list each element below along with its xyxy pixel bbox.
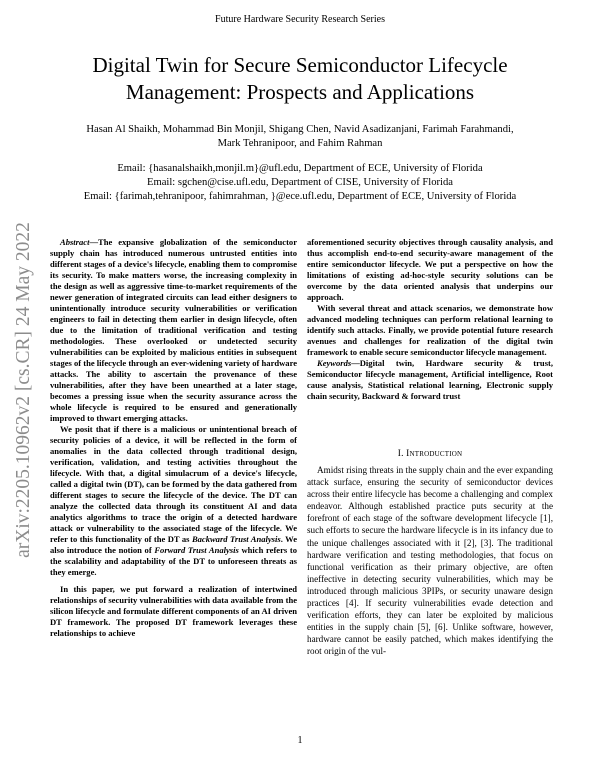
abstract-paragraph-2 [50,424,297,578]
keywords-label: Keywords [317,358,352,368]
running-header: Future Hardware Security Research Series [215,14,385,25]
page-number: 1 [297,735,303,746]
term-forward-trust: Forward Trust Analysis [154,545,239,555]
affiliations [30,162,570,204]
abstract-label: Abstract [60,237,90,247]
introduction-text [307,464,553,658]
arxiv-identifier: arXiv:2205.10962v2 [cs.CR] 24 May 2022 [13,222,34,558]
abstract-p1-text: —The expansive globalization of the semiconductor supply chain has introduced numerous untrusted entities into different stages of a device's lifecycle, enabling them to compromise its security. To make matters worse, the increasing complexity in the design as well as aggressive time-to-market requirements of the newer generation of integrated circuits can lead either designers to unintentionally introduce security vulnerabilities or verification engineers to fail in detecting them earlier in design lifecycle, often due to the limitation of traditional verification and testing methodologies. These overlooked or undetected security vulnerabilities can be exploited by malicious entities in subsequent stages of the lifecycle through an ever-widening variety of hardware attacks. The ability to ascertain the provenance of these vulnerabilities, after they have been unearthed at a later stage, becomes a pressing issue when the security assurance across the whole lifecycle is required to be ensured and generationally improved to thwart emerging attacks. [50,237,297,423]
email-line-3: Email: {farimah,tehranipoor, fahimrahman, }@ece.ufl.edu, Department of ECE, University of Florida [83,191,517,202]
abstract-p2-a: We posit that if there is a malicious or unintentional breach of security policies of a device, it will be reflected in the form of anomalies in the data collected through traditional design, verification, validation, and testing activities throughout the lifecycle. With that, a digital simulacrum of a device's lifecycle, called a digital twin (DT), can be formed by the data gathered from different stages to secure the lifecycle of the device. The DT can analyze the collected data through its constituent AI and data analytics algorithms to trace the origin of a detected hardware attack or vulnerability to the associated stage of the lifecycle. We refer to this functionality of the DT as [50,424,297,544]
abstract-paragraph-1 [50,237,297,424]
email-line-2: Email: sgchen@cise.ufl.edu, Department of CISE, University of Florida [146,177,454,188]
section-heading-introduction: I. Introduction [397,449,463,459]
authors-line-2: Mark Tehranipoor, and Fahim Rahman [217,138,383,149]
keywords-paragraph [307,358,553,402]
intro-paragraph-1: Amidst rising threats in the supply chain and the ever expanding attack surface, ensuring the security of semiconductor devices across their entire lifecycle has become a challenging and complex endeavor. Although established practice puts security at the forefront of each stage of the software development lifecycle [1], such efforts to secure the hardware lifecycle is in its infancy due to the unique challenges associated with it [2], [3]. The traditional hardware verification and testing methodologies, that focus on functional verification as their primary objective, are often ineffective in detecting security vulnerabilities, which may be introduced through malicious 3PIPs, or security unaware design practices [4]. If security vulnerabilities evade detection and verification efforts, they can later be exploited by malicious entities in the supply chain [5], [6]. Unlike software, however, hardware cannot be easily patched, which makes identifying the root origin of the vul- [307,465,553,657]
title-line-2: Management: Prospects and Applications [125,80,475,104]
abstract-paragraph-3: In this paper, we put forward a realization of intertwined relationships of security vulnerabilities with data available from the silicon lifecycle and formulate different components of an AI driven DT framework. The proposed DT framework leverages these relationships to achieve [50,584,297,638]
keywords-text: —Digital twin, Hardware security & trust, Semiconductor lifecycle management, Artificial intelligence, Root cause analysis, Statistical relational learning, Electronic supply chain security, Backward & forward trust [307,358,553,401]
authors-line-1: Hasan Al Shaikh, Mohammad Bin Monjil, Shigang Chen, Navid Asadizanjani, Farimah Farahmandi, [86,124,514,135]
abstract-paragraph-3-cont: aforementioned security objectives through causality analysis, and thus accomplish end-to-end security-aware management of the entire semiconductor lifecycle. We put a perspective on how the limitations of existing ad-hoc-style security solutions can be overcome by the data oriented analysis that underpins our approach. [307,237,553,302]
author-list [40,123,560,151]
abstract-p2-c: which refers to the scalability and adaptability of the DT to unforeseen threats as they emerge. [50,545,297,577]
paper-title [40,52,560,106]
abstract-column-left [50,237,297,639]
term-backward-trust: Backward Trust Analysis [191,534,281,544]
abstract-column-right [307,237,553,402]
email-line-1: Email: {hasanalshaikh,monjil.m}@ufl.edu, Department of ECE, University of Florida [117,163,483,174]
title-line-1: Digital Twin for Secure Semiconductor Lifecycle [92,53,508,77]
abstract-p2-b: . We also introduce the notion of [50,534,297,555]
abstract-paragraph-4: With several threat and attack scenarios, we demonstrate how advanced modeling techniques can perform relational learning to identify such attacks. Finally, we provide potential future research avenues and challenges for realization of the digital twin framework to enable secure semiconductor lifecycle management. [307,303,553,357]
